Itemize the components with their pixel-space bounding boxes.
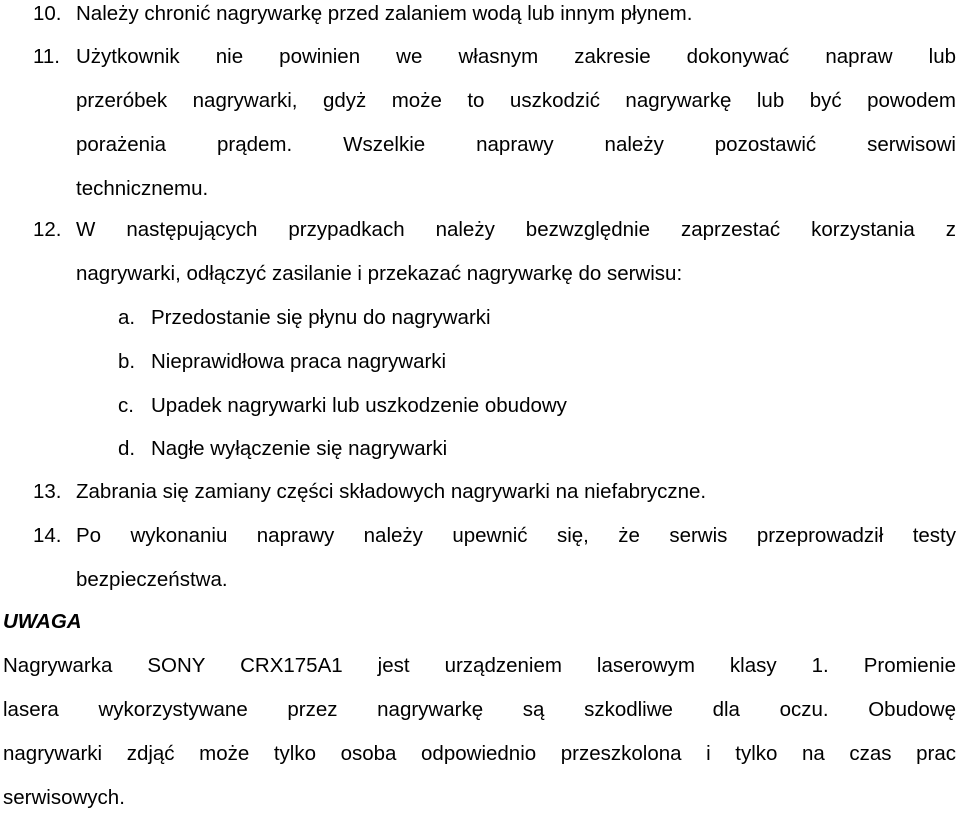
- sub-item-letter: a.: [118, 306, 136, 329]
- item-line: Zabrania się zamiany części składowych nagrywarki na niefabryczne.: [76, 480, 707, 503]
- warning-heading: UWAGA: [3, 610, 82, 633]
- sub-item-c: [118, 384, 567, 428]
- item-number: 13.: [33, 480, 62, 503]
- sub-item-a: [118, 296, 491, 340]
- item-line: porażenia prądem. Wszelkie naprawy należy pozostawić serwisowi: [76, 133, 956, 156]
- warning-line: nagrywarki zdjąć może tylko osoba odpowiednio przeszkolona i tylko na czas prac: [3, 742, 956, 765]
- sub-item-b: [118, 340, 446, 384]
- item-text: [76, 208, 956, 296]
- item-number: 10.: [33, 2, 62, 25]
- item-text: [76, 470, 956, 514]
- item-line: technicznemu.: [76, 177, 209, 200]
- warning-line: Nagrywarka SONY CRX175A1 jest urządzeniem laserowym klasy 1. Promienie: [3, 654, 956, 677]
- sub-item-d: [118, 427, 447, 471]
- item-line: Należy chronić nagrywarkę przed zalaniem wodą lub innym płynem.: [76, 2, 693, 25]
- sub-item-letter: d.: [118, 437, 136, 460]
- warning-line: lasera wykorzystywane przez nagrywarkę są szkodliwe dla oczu. Obudowę: [3, 698, 956, 721]
- item-line: przeróbek nagrywarki, gdyż może to uszkodzić nagrywarkę lub być powodem: [76, 89, 956, 112]
- item-number: 14.: [33, 524, 62, 547]
- item-text: [76, 35, 956, 211]
- sub-item-text: Nagłe wyłączenie się nagrywarki: [151, 437, 448, 460]
- sub-item-text: Upadek nagrywarki lub uszkodzenie obudowy: [151, 394, 567, 417]
- item-number: 12.: [33, 218, 62, 241]
- item-line: nagrywarki, odłączyć zasilanie i przekazać nagrywarkę do serwisu:: [76, 262, 683, 285]
- warning-line: serwisowych.: [3, 786, 125, 809]
- sub-item-text: Przedostanie się płynu do nagrywarki: [151, 306, 491, 329]
- item-line: Po wykonaniu naprawy należy upewnić się, że serwis przeprowadził testy: [76, 524, 956, 547]
- item-line: bezpieczeństwa.: [76, 568, 228, 591]
- sub-item-text: Nieprawidłowa praca nagrywarki: [151, 350, 447, 373]
- warning-text: [3, 644, 956, 820]
- sub-item-letter: b.: [118, 350, 136, 373]
- item-number: 11.: [33, 45, 60, 68]
- sub-item-letter: c.: [118, 394, 134, 417]
- item-line: Użytkownik nie powinien we własnym zakresie dokonywać napraw lub: [76, 45, 956, 68]
- item-line: W następujących przypadkach należy bezwzględnie zaprzestać korzystania z: [76, 218, 956, 241]
- item-text: [76, 514, 956, 602]
- item-text: [76, 0, 956, 36]
